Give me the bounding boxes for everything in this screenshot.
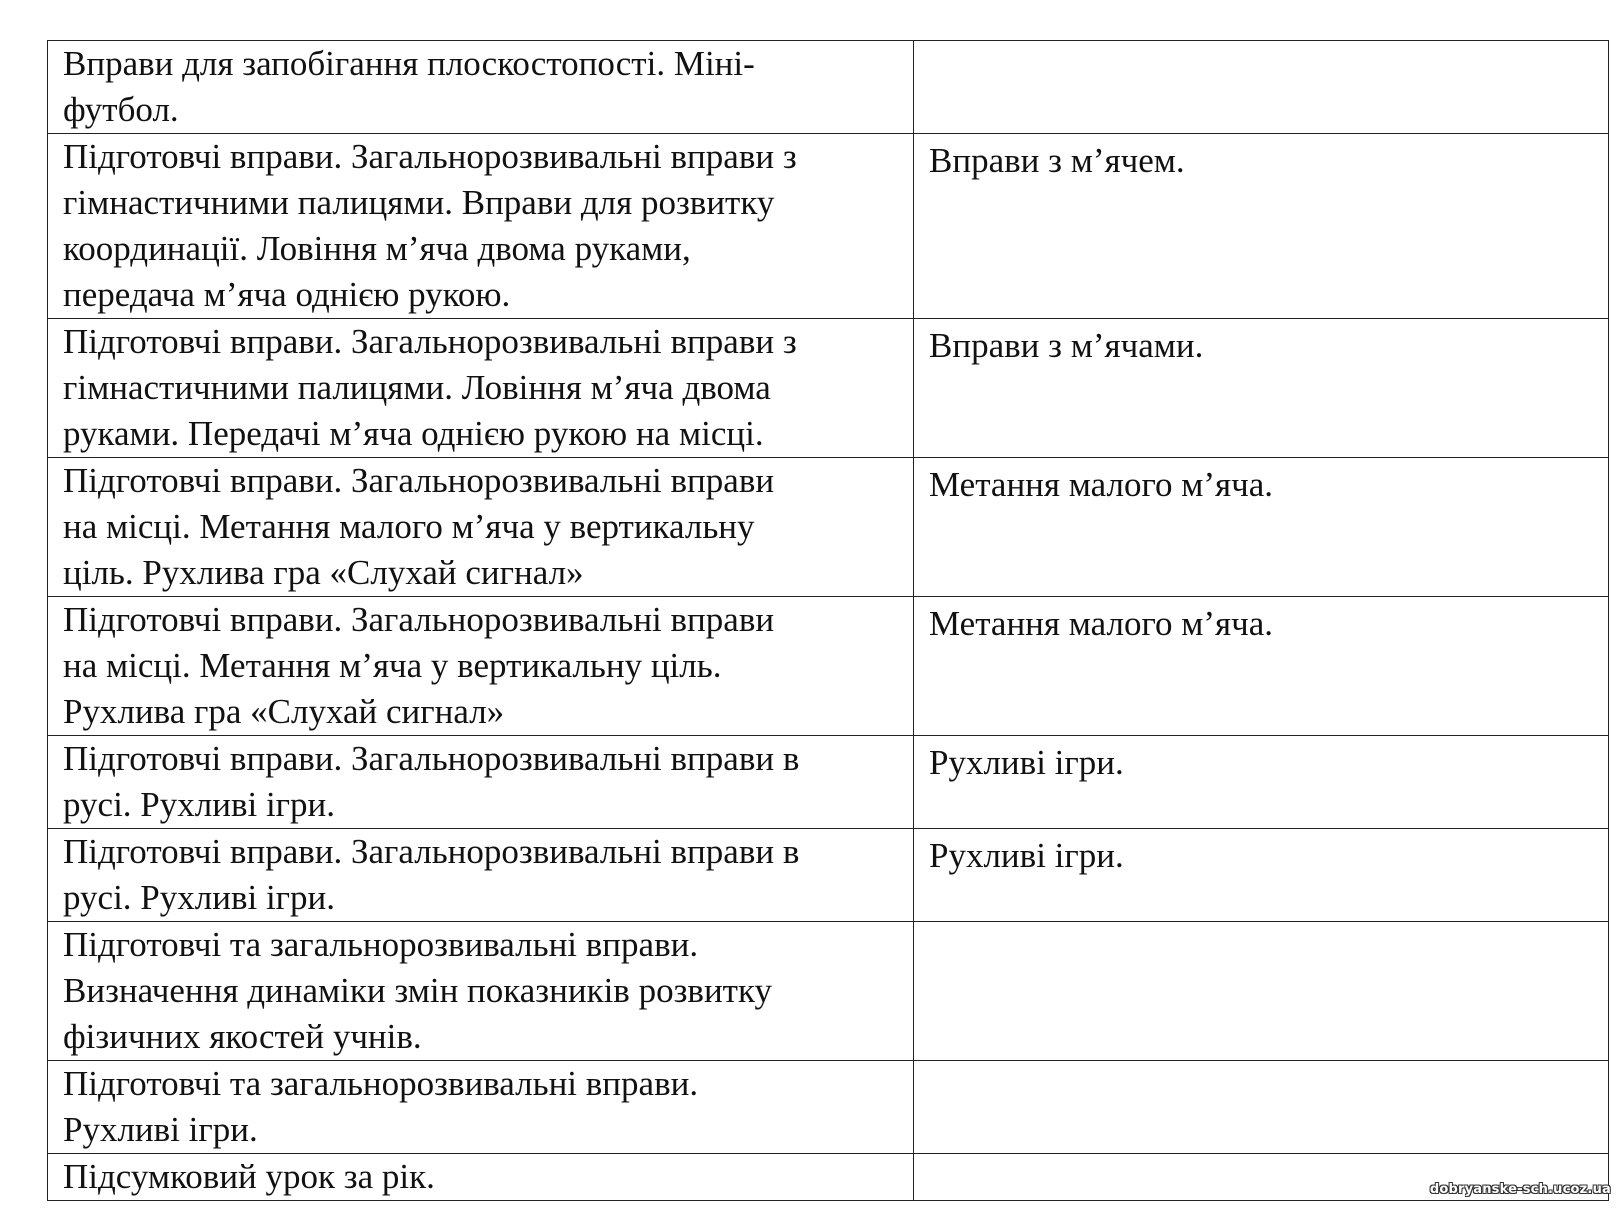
lesson-topic-cell <box>914 41 1609 134</box>
table-row <box>48 597 1609 736</box>
lesson-content-cell: Підготовчі вправи. Загальнорозвивальні вправи з гімнастичними палицями. Ловіння м’яча двома руками. Передачі м’яча однією рукою на місці. <box>48 319 914 458</box>
table-row <box>48 736 1609 829</box>
lesson-content-cell: Підготовчі вправи. Загальнорозвивальні вправи в русі. Рухливі ігри. <box>48 829 914 922</box>
lesson-topic-cell: Метання малого м’яча. <box>914 597 1609 736</box>
lesson-content-cell: Підготовчі вправи. Загальнорозвивальні вправи в русі. Рухливі ігри. <box>48 736 914 829</box>
table-row <box>48 922 1609 1061</box>
lesson-plan-table <box>47 40 1609 1201</box>
lesson-topic-cell: Рухливі ігри. <box>914 736 1609 829</box>
lesson-content-cell: Підготовчі та загальнорозвивальні вправи. Визначення динаміки змін показників розвитку фізичних якостей учнів. <box>48 922 914 1061</box>
lesson-content-cell: Підсумковий урок за рік. <box>48 1154 914 1201</box>
lesson-topic-cell <box>914 922 1609 1061</box>
table-row <box>48 829 1609 922</box>
lesson-topic-cell: Рухливі ігри. <box>914 829 1609 922</box>
lesson-topic-cell: Вправи з м’ячами. <box>914 319 1609 458</box>
lesson-content-cell: Підготовчі вправи. Загальнорозвивальні вправи на місці. Метання м’яча у вертикальну ціль. Рухлива гра «Слухай сигнал» <box>48 597 914 736</box>
lesson-topic-cell: Метання малого м’яча. <box>914 458 1609 597</box>
lesson-content-cell: Вправи для запобігання плоскостопості. Міні- футбол. <box>48 41 914 134</box>
lesson-content-cell: Підготовчі та загальнорозвивальні вправи. Рухливі ігри. <box>48 1061 914 1154</box>
table-row <box>48 1154 1609 1201</box>
table-row <box>48 41 1609 134</box>
lesson-content-cell: Підготовчі вправи. Загальнорозвивальні вправи на місці. Метання малого м’яча у вертикальну ціль. Рухлива гра «Слухай сигнал» <box>48 458 914 597</box>
lesson-topic-cell <box>914 1061 1609 1154</box>
table-row <box>48 1061 1609 1154</box>
table-row <box>48 458 1609 597</box>
site-watermark: dobryanske-sch.ucoz.ua <box>1429 1182 1611 1197</box>
lesson-content-cell: Підготовчі вправи. Загальнорозвивальні вправи з гімнастичними палицями. Вправи для розвитку координації. Ловіння м’яча двома руками, передача м’яча однією рукою. <box>48 134 914 319</box>
table-row <box>48 134 1609 319</box>
table-row <box>48 319 1609 458</box>
lesson-topic-cell: Вправи з м’ячем. <box>914 134 1609 319</box>
